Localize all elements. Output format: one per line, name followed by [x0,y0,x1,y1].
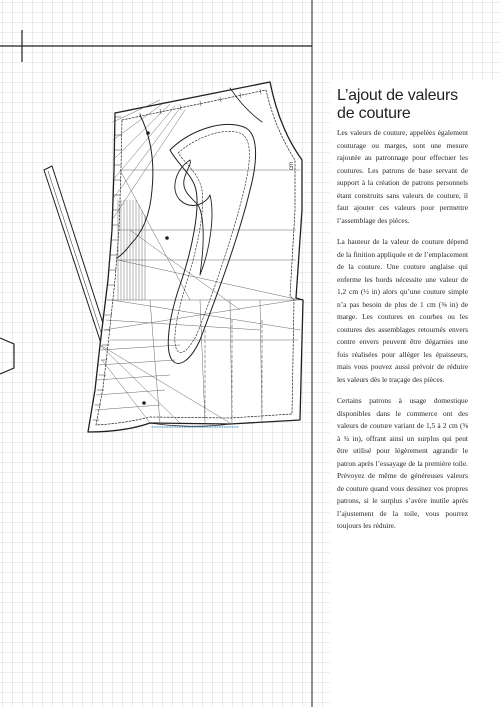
paragraph-1: Les valeurs de couture, appelées également couturage ou marges, sont une mesure rajoutée au patronnage pour effectuer les coutures. Les patrons de base servant de support à la création de patrons personnels étant construits sans valeurs de couture, il faut ajouter ces valeurs pour permettre l’assemblage des pièces. [337,128,468,225]
ruler-unit-label: cm [289,162,295,170]
paragraph-3: Certains patrons à usage domestique disponibles dans le commerce ont des valeurs de couture variant de 1,5 à 2 cm (⅝ à ¾ in), offrant ainsi un surplus qui peut être utilisé pour légèrement agrandir le patron après l’essayage de la première toile. Prévoyez de même de généreuses valeurs de couture quand vous dessinez vos propres patrons, si le surplus s’avère inutile après l’ajustement de la toile, vous pourrez toujours les réduire. [337,396,468,530]
body-text [337,127,468,542]
section-heading: L’ajout de valeurs de couture [337,87,458,122]
paragraph-2: La hauteur de la valeur de couture dépend de la finition appliquée et de l’emplacement de la couture. Une couture anglaise qui enferme les bords nécessite une valeur de 1,2 cm (½ in) alors qu’une couture simple n’a pas besoin de plus de 1 cm (⅜ in) de marge. Les coutures en courbes ou les coutures des assemblages retournés envers contre envers peuvent être dégarnies une fois réalisées pour alléger les épaisseurs, mais vous pouvez aussi prévoir de réduire les valeurs dès le traçage des pièces. [337,237,468,384]
